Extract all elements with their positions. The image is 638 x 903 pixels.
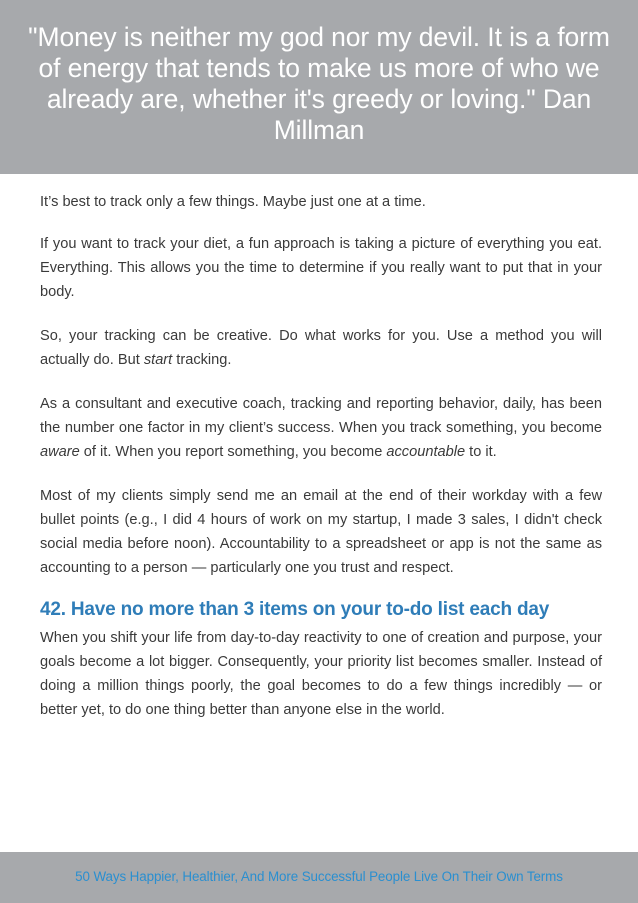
text-run: So, your tracking can be creative. Do what works for you. Use a method you will actually do. But bbox=[40, 328, 602, 368]
page-content bbox=[40, 190, 602, 742]
paragraph-diet-photo: If you want to track your diet, a fun approach is taking a picture of everything you eat. Everything. This allows you the time to determine if you really want to put that in your body. bbox=[40, 236, 602, 300]
paragraph-clients-email: Most of my clients simply send me an email at the end of their workday with a few bullet points (e.g., I did 4 hours of work on my startup, I made 3 sales, I didn't check social media before noon). Accountability to a spreadsheet or app is not the same as accounting to a person — particularly one you trust and respect. bbox=[40, 488, 602, 576]
footer-book-title: 50 Ways Happier, Healthier, And More Successful People Live On Their Own Terms bbox=[75, 869, 563, 884]
banner-quote: "Money is neither my god nor my devil. It is a form of energy that tends to make us more of who we already are, whether it's greedy or loving." Dan Millman bbox=[28, 22, 610, 145]
text-run: to it. bbox=[465, 444, 497, 460]
paragraph-creation-purpose: When you shift your life from day-to-day reactivity to one of creation and purpose, your goals become a lot bigger. Consequently, your priority list becomes smaller. Instead of doing a million things poorly, the goal becomes to do a few things incredibly — or better yet, to do one thing better than anyone else in the world. bbox=[40, 630, 602, 718]
emphasis-aware: aware bbox=[40, 444, 80, 460]
emphasis-accountable: accountable bbox=[386, 444, 466, 460]
text-run: tracking. bbox=[172, 352, 232, 368]
text-run: As a consultant and executive coach, tracking and reporting behavior, daily, has been the number one factor in my client’s success. When you track something, you become bbox=[40, 396, 602, 436]
footer-bar bbox=[0, 852, 638, 903]
paragraph-track-few: It’s best to track only a few things. Maybe just one at a time. bbox=[40, 194, 426, 210]
quote-banner bbox=[0, 0, 638, 174]
text-run: of it. When you report something, you become bbox=[79, 444, 387, 460]
emphasis-start: start bbox=[143, 352, 173, 368]
paragraph-consultant bbox=[40, 392, 602, 464]
section-heading: 42. Have no more than 3 items on your to-do list each day bbox=[40, 599, 550, 620]
paragraph-creative-tracking bbox=[40, 324, 602, 372]
